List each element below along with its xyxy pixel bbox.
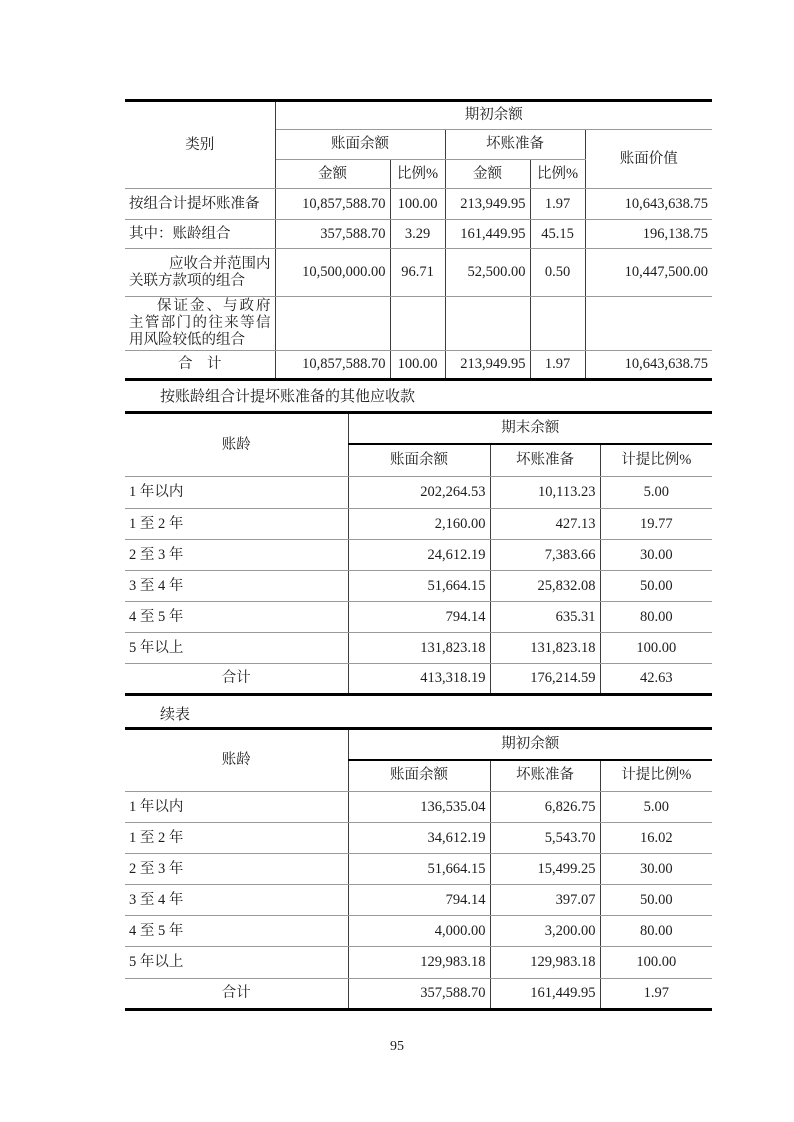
pct-cell: 3.29 <box>390 220 445 249</box>
total-row <box>125 351 712 380</box>
amount-cell <box>275 297 390 351</box>
provision-cell: 6,826.75 <box>490 792 600 823</box>
provision-cell: 129,983.18 <box>490 947 600 979</box>
table-row <box>125 602 712 633</box>
column-header-category: 类别 <box>125 101 275 189</box>
aging-cell: 5 年以上 <box>125 947 348 979</box>
provision-cell: 427.13 <box>490 509 600 540</box>
column-header-aging: 账龄 <box>125 413 348 477</box>
pct-cell: 100.00 <box>390 189 445 220</box>
ratio-cell: 80.00 <box>600 916 712 947</box>
table-row <box>125 885 712 916</box>
ratio-cell: 1.97 <box>600 979 712 1010</box>
provision-cell: 10,113.23 <box>490 477 600 509</box>
category-cell: 按组合计提坏账准备 <box>125 189 275 220</box>
ratio-cell: 5.00 <box>600 477 712 509</box>
pct-cell <box>530 297 585 351</box>
table-row <box>125 571 712 602</box>
ratio-cell: 100.00 <box>600 633 712 664</box>
book-value-cell: 10,643,638.75 <box>585 351 712 380</box>
column-header-book-balance: 账面余额 <box>275 130 445 160</box>
table-row <box>125 477 712 509</box>
ratio-cell: 42.63 <box>600 664 712 695</box>
header-row <box>125 101 712 130</box>
provision-cell: 5,543.70 <box>490 823 600 854</box>
aging-cell: 3 至 4 年 <box>125 885 348 916</box>
ratio-cell: 50.00 <box>600 885 712 916</box>
book-value-cell: 10,643,638.75 <box>585 189 712 220</box>
category-cell: 应收合并范围内关联方款项的组合 <box>125 249 275 297</box>
balance-cell: 794.14 <box>348 885 490 916</box>
column-header-book-value: 账面价值 <box>585 130 712 189</box>
total-row <box>125 664 712 695</box>
ratio-cell: 5.00 <box>600 792 712 823</box>
ratio-cell: 30.00 <box>600 854 712 885</box>
balance-cell: 24,612.19 <box>348 540 490 571</box>
balance-cell: 34,612.19 <box>348 823 490 854</box>
page-number: 95 <box>390 1039 404 1054</box>
table-row <box>125 947 712 979</box>
total-row <box>125 979 712 1010</box>
column-header-bad-debt-provision: 坏账准备 <box>490 444 600 477</box>
balance-cell: 202,264.53 <box>348 477 490 509</box>
book-value-cell <box>585 297 712 351</box>
aging-closing-balance-table <box>125 411 712 696</box>
balance-cell: 2,160.00 <box>348 509 490 540</box>
provision-cell: 15,499.25 <box>490 854 600 885</box>
pct-cell <box>390 297 445 351</box>
aging-cell: 5 年以上 <box>125 633 348 664</box>
aging-cell: 1 年以内 <box>125 477 348 509</box>
balance-cell: 136,535.04 <box>348 792 490 823</box>
table-row <box>125 540 712 571</box>
provision-cell: 25,832.08 <box>490 571 600 602</box>
column-header-pct: 比例% <box>390 160 445 189</box>
column-header-opening-balance: 期初余额 <box>275 101 712 130</box>
balance-cell: 4,000.00 <box>348 916 490 947</box>
table-row <box>125 509 712 540</box>
provision-by-portfolio-table <box>125 99 712 381</box>
amount-cell: 213,949.95 <box>445 351 530 380</box>
table-row <box>125 220 712 249</box>
header-row <box>125 413 712 444</box>
aging-cell: 4 至 5 年 <box>125 916 348 947</box>
pct-cell: 0.50 <box>530 249 585 297</box>
aging-cell: 2 至 3 年 <box>125 540 348 571</box>
aging-cell: 3 至 4 年 <box>125 571 348 602</box>
aging-cell: 1 至 2 年 <box>125 509 348 540</box>
column-header-book-balance: 账面余额 <box>348 760 490 792</box>
provision-cell: 7,383.66 <box>490 540 600 571</box>
provision-cell: 176,214.59 <box>490 664 600 695</box>
balance-cell: 357,588.70 <box>348 979 490 1010</box>
provision-cell: 161,449.95 <box>490 979 600 1010</box>
amount-cell: 52,500.00 <box>445 249 530 297</box>
amount-cell: 357,588.70 <box>275 220 390 249</box>
column-header-closing-balance: 期末余额 <box>348 413 712 444</box>
ratio-cell: 19.77 <box>600 509 712 540</box>
category-cell: 其中：账龄组合 <box>125 220 275 249</box>
aging-opening-balance-table <box>125 727 712 1011</box>
amount-cell: 10,857,588.70 <box>275 351 390 380</box>
ratio-cell: 50.00 <box>600 571 712 602</box>
continued-table-label: 续表 <box>160 707 191 723</box>
aging-cell: 1 年以内 <box>125 792 348 823</box>
table-row <box>125 297 712 351</box>
balance-cell: 794.14 <box>348 602 490 633</box>
pct-cell: 45.15 <box>530 220 585 249</box>
amount-cell: 161,449.95 <box>445 220 530 249</box>
aging-cell: 4 至 5 年 <box>125 602 348 633</box>
column-header-book-balance: 账面余额 <box>348 444 490 477</box>
pct-cell: 1.97 <box>530 351 585 380</box>
header-row <box>125 729 712 760</box>
balance-cell: 413,318.19 <box>348 664 490 695</box>
balance-cell: 131,823.18 <box>348 633 490 664</box>
column-header-provision-ratio: 计提比例% <box>600 444 712 477</box>
ratio-cell: 16.02 <box>600 823 712 854</box>
table-row <box>125 633 712 664</box>
table-row <box>125 854 712 885</box>
ratio-cell: 100.00 <box>600 947 712 979</box>
section-caption: 按账龄组合计提坏账准备的其他应收款 <box>160 389 416 405</box>
aging-cell: 1 至 2 年 <box>125 823 348 854</box>
column-header-bad-debt-provision: 坏账准备 <box>490 760 600 792</box>
book-value-cell: 196,138.75 <box>585 220 712 249</box>
column-header-amount: 金额 <box>275 160 390 189</box>
ratio-cell: 80.00 <box>600 602 712 633</box>
provision-cell: 131,823.18 <box>490 633 600 664</box>
pct-cell: 1.97 <box>530 189 585 220</box>
aging-cell: 合计 <box>125 664 348 695</box>
column-header-bad-debt-provision: 坏账准备 <box>445 130 585 160</box>
provision-cell: 397.07 <box>490 885 600 916</box>
pct-cell: 100.00 <box>390 351 445 380</box>
aging-cell: 合计 <box>125 979 348 1010</box>
balance-cell: 51,664.15 <box>348 854 490 885</box>
pct-cell: 96.71 <box>390 249 445 297</box>
aging-cell: 2 至 3 年 <box>125 854 348 885</box>
provision-cell: 635.31 <box>490 602 600 633</box>
category-cell: 保证金、与政府主管部门的往来等信用风险较低的组合 <box>125 297 275 351</box>
column-header-amount: 金额 <box>445 160 530 189</box>
amount-cell: 213,949.95 <box>445 189 530 220</box>
balance-cell: 51,664.15 <box>348 571 490 602</box>
book-value-cell: 10,447,500.00 <box>585 249 712 297</box>
amount-cell <box>445 297 530 351</box>
column-header-pct: 比例% <box>530 160 585 189</box>
column-header-opening-balance: 期初余额 <box>348 729 712 760</box>
table-row <box>125 792 712 823</box>
amount-cell: 10,500,000.00 <box>275 249 390 297</box>
ratio-cell: 30.00 <box>600 540 712 571</box>
table-row <box>125 823 712 854</box>
table-row <box>125 249 712 297</box>
table-row <box>125 189 712 220</box>
category-cell: 合 计 <box>125 351 275 380</box>
provision-cell: 3,200.00 <box>490 916 600 947</box>
table-row <box>125 916 712 947</box>
balance-cell: 129,983.18 <box>348 947 490 979</box>
column-header-provision-ratio: 计提比例% <box>600 760 712 792</box>
amount-cell: 10,857,588.70 <box>275 189 390 220</box>
column-header-aging: 账龄 <box>125 729 348 792</box>
